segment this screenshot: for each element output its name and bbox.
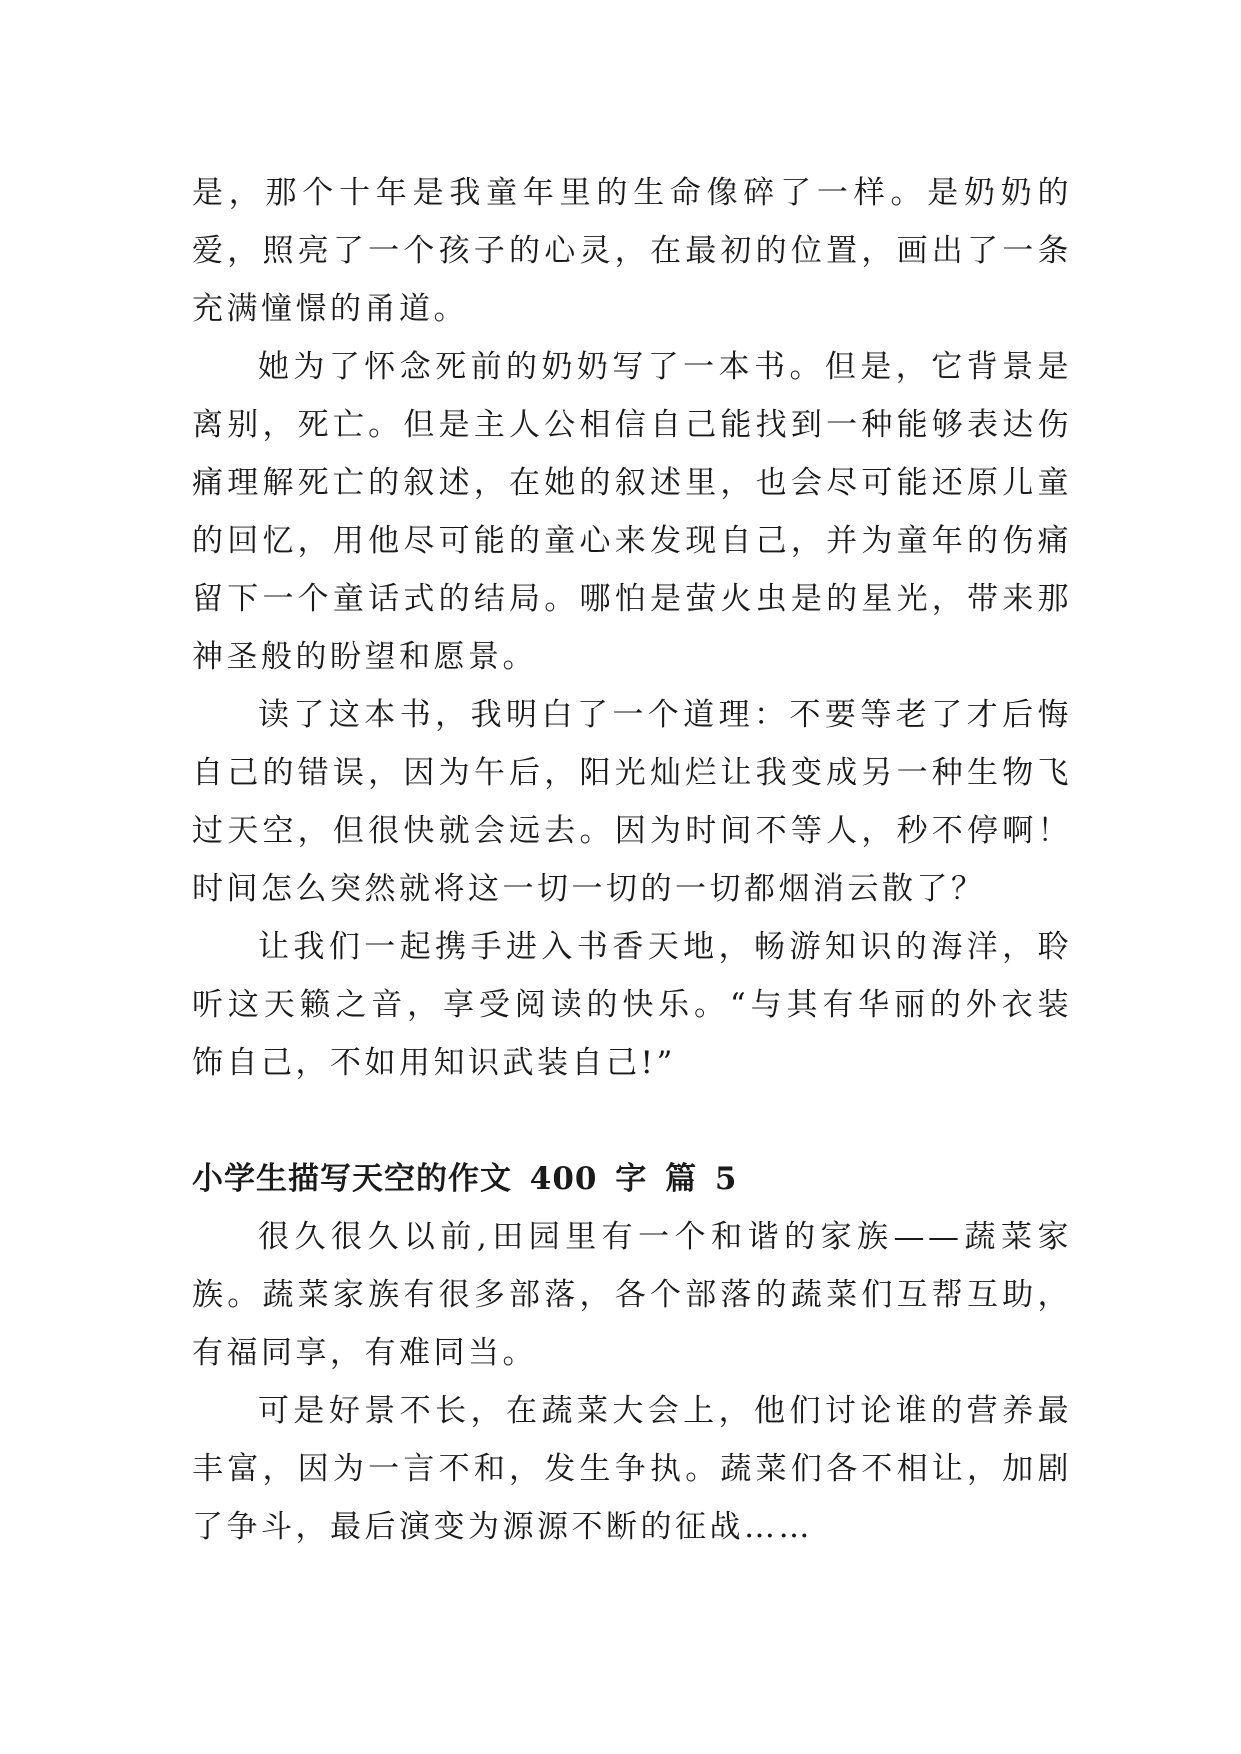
paragraph-5: 很久很久以前,田园里有一个和谐的家族——蔬菜家族。蔬菜家族有很多部落，各个部落的蔬菜们互帮互助，有福同享，有难同当。 (192, 1219, 1072, 1371)
paragraph-2: 她为了怀念死前的奶奶写了一本书。但是，它背景是离别，死亡。但是主人公相信自己能找到一种能够表达伤痛理解死亡的叙述，在她的叙述里，也会尽可能还原儿童的回忆，用他尽可能的童心来发现自己，并为童年的伤痛留下一个童话式的结局。哪怕是萤火虫是的星光，带来那神圣般的盼望和愿景。 (192, 349, 1072, 675)
section-title: 小学生描写天空的作文 400 字 篇 5 (192, 1161, 738, 1197)
paragraph-1: 是，那个十年是我童年里的生命像碎了一样。是奶奶的爱，照亮了一个孩子的心灵，在最初的位置，画出了一条充满憧憬的甬道。 (192, 175, 1072, 327)
paragraph-3: 读了这本书，我明白了一个道理：不要等老了才后悔自己的错误，因为午后，阳光灿烂让我变成另一种生物飞过天空，但很快就会远去。因为时间不等人，秒不停啊！时间怎么突然就将这一切一切的一切都烟消云散了？ (192, 697, 1072, 907)
paragraph-6: 可是好景不长，在蔬菜大会上，他们讨论谁的营养最丰富，因为一言不和，发生争执。蔬菜们各不相让，加剧了争斗，最后演变为源源不断的征战…… (192, 1393, 1072, 1545)
document-body (192, 164, 1072, 1556)
paragraph-4: 让我们一起携手进入书香天地，畅游知识的海洋，聆听这天籁之音，享受阅读的快乐。“与其有华丽的外衣装饰自己，不如用知识武装自己!” (192, 929, 1072, 1081)
